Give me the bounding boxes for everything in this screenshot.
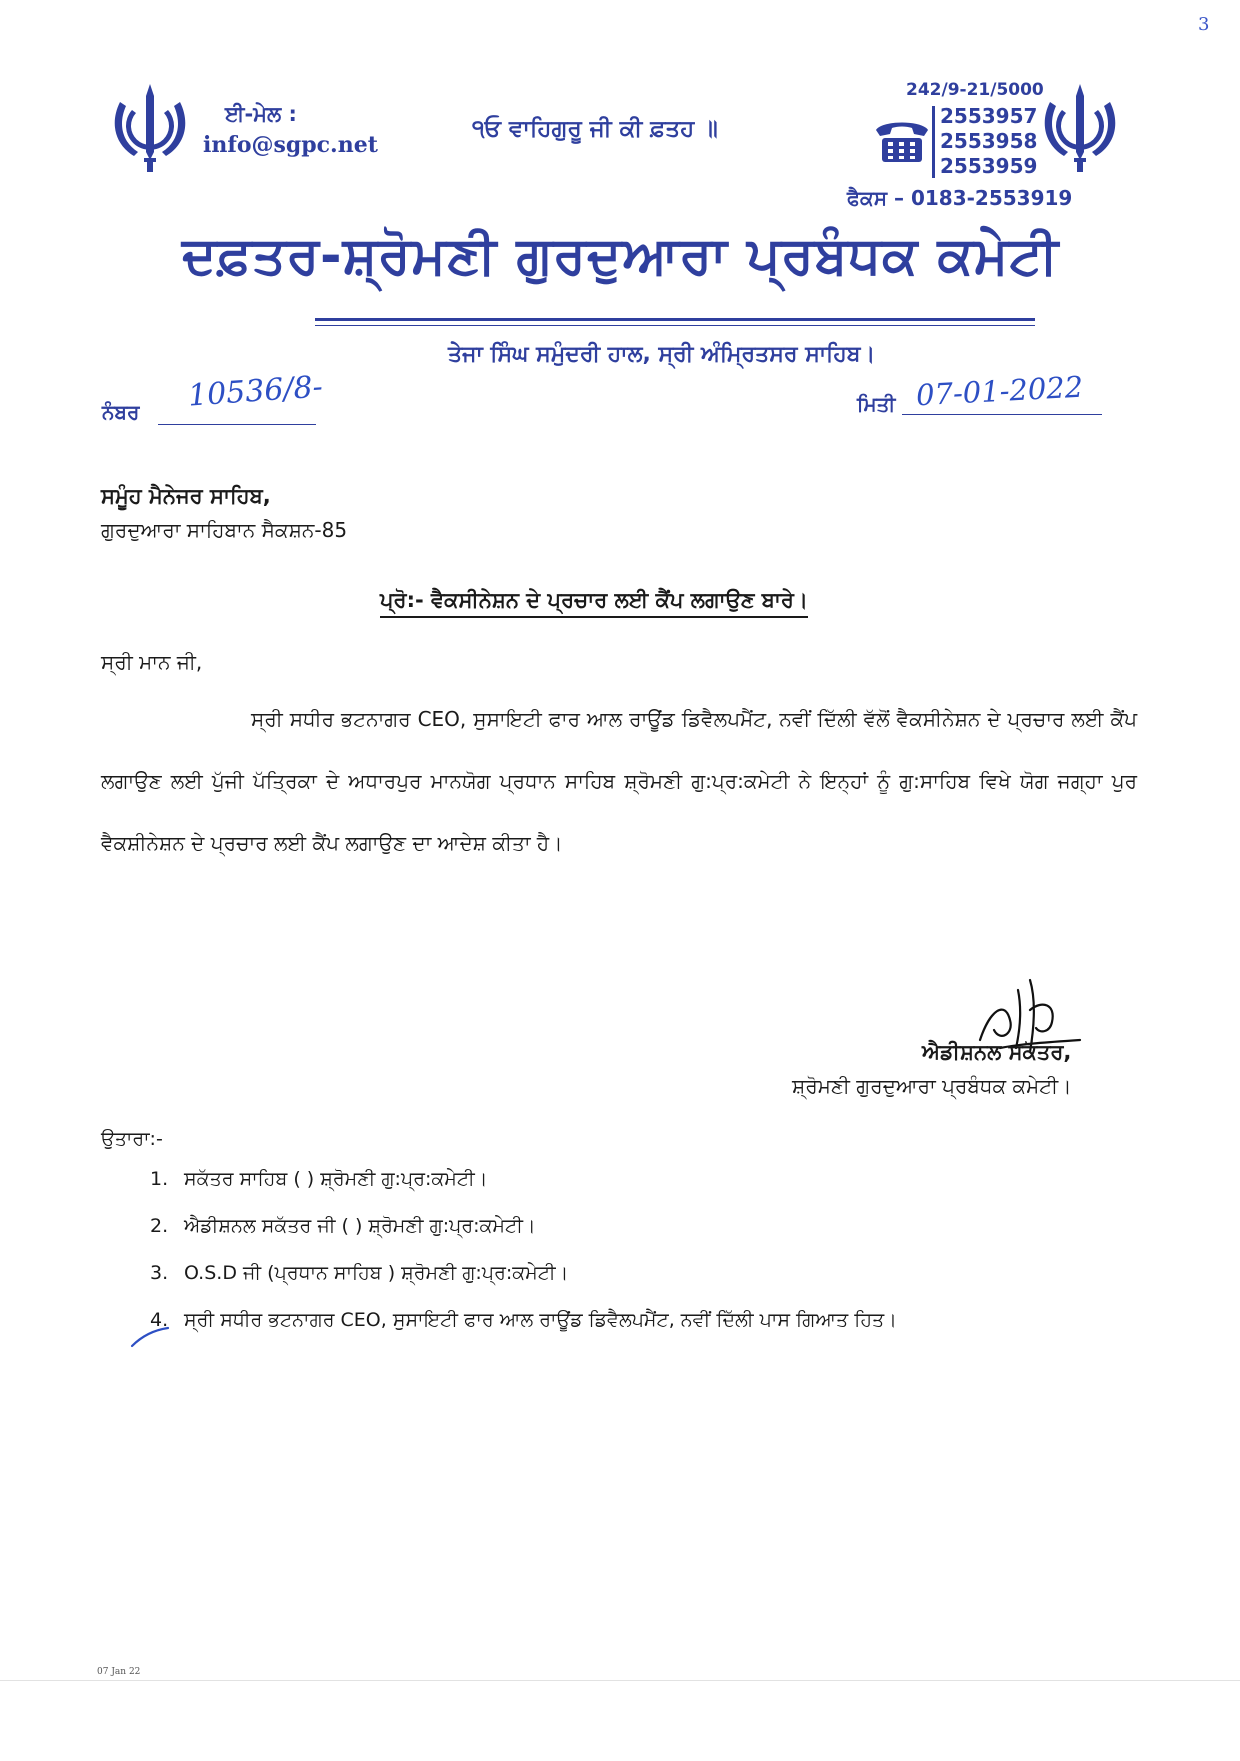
body-paragraph: ਸ੍ਰੀ ਸਧੀਰ ਭਟਨਾਗਰ CEO, ਸੁਸਾਇਟੀ ਫਾਰ ਆਲ ਰਾਊਂਡ ਡਿਵੈਲਪਮੈਂਟ, ਨਵੀਂ ਦਿੱਲੀ ਵੱਲੋਂ ਵੈਕਸੀਨੇਸ਼ਨ ਦੇ ਪ੍ਰਚਾਰ ਲਈ ਕੈਂਪ ਲਗਾਉਣ ਲਈ ਪੁੱਜੀ ਪੱਤ੍ਰਿਕਾ ਦੇ ਅਧਾਰਪੁਰ ਮਾਨਯੋਗ ਪ੍ਰਧਾਨ ਸਾਹਿਬ ਸ਼੍ਰੋਮਣੀ ਗੁ:ਪ੍ਰ:ਕਮੇਟੀ ਨੇ ਇਨ੍ਹਾਂ ਨੂੰ ਗੁ:ਸਾਹਿਬ ਵਿਖੇ ਯੋਗ ਜਗ੍ਹਾ ਪੁਰ ਵੈਕਸ਼ੀਨੇਸ਼ਨ ਦੇ ਪ੍ਰਚਾਰ ਲਈ ਕੈਂਪ ਲਗਾਉਣ ਦਾ ਆਦੇਸ਼ ਕੀਤਾ ਹੈ।: [101, 707, 1137, 855]
subject-line: ਪ੍ਰੋ:- ਵੈਕਸੀਨੇਸ਼ਨ ਦੇ ਪ੍ਰਚਾਰ ਲਈ ਕੈਂਪ ਲਗਾਉਣ ਬਾਰੇ।: [380, 588, 808, 618]
office-title: ਦਫ਼ਤਰ-ਸ਼੍ਰੋਮਣੀ ਗੁਰਦੁਆਰਾ ਪ੍ਰਬੰਧਕ ਕਮੇਟੀ: [182, 226, 1060, 286]
page-number: 3: [1198, 14, 1210, 35]
fax-number: ਫੈਕਸ – 0183-2553919: [847, 186, 1073, 210]
list-item-text: ਸ੍ਰੀ ਸਧੀਰ ਭਟਨਾਗਰ CEO, ਸੁਸਾਇਟੀ ਫਾਰ ਆਲ ਰਾਊਂਡ ਡਿਵੈਲਪਮੈਂਟ, ਨਵੀਂ ਦਿੱਲੀ ਪਾਸ ਗਿਆਤ ਹਿਤ।: [184, 1309, 897, 1331]
email-address[interactable]: info@sgpc.net: [203, 132, 378, 158]
date-label: ਮਿਤੀ: [857, 392, 896, 416]
list-item: [150, 1262, 897, 1309]
letter-number: 10536/8-: [186, 369, 324, 414]
list-item: [150, 1215, 897, 1262]
office-address: ਤੇਜਾ ਸਿੰਘ ਸਮੁੰਦਰੀ ਹਾਲ, ਸ੍ਰੀ ਅੰਮ੍ਰਿਤਸਰ ਸਾਹਿਬ।: [448, 342, 876, 367]
recipient-subtitle: ਗੁਰਦੁਆਰਾ ਸਾਹਿਬਾਨ ਸੈਕਸ਼ਨ-85: [101, 518, 348, 542]
header-rule: [315, 318, 1035, 321]
email-label: ਈ-ਮੇਲ :: [225, 102, 297, 126]
letter-date: 07-01-2022: [915, 369, 1084, 413]
telephone-icon: [872, 116, 932, 164]
recipient-title: ਸਮੂੰਹ ਮੈਨੇਜਰ ਸਾਹਿਬ,: [101, 484, 271, 508]
phone-number[interactable]: 2553958: [940, 129, 1038, 153]
list-item-number: 1.: [150, 1168, 169, 1190]
signatory-organization: ਸ਼੍ਰੋਮਣੀ ਗੁਰਦੁਆਰਾ ਪ੍ਰਬੰਧਕ ਕਮੇਟੀ।: [792, 1074, 1072, 1098]
date-underline: [902, 414, 1102, 415]
footer-stamp: 07 Jan 22: [97, 1667, 141, 1677]
phone-number[interactable]: 2553959: [940, 154, 1038, 178]
copies-list: [150, 1168, 897, 1356]
salutation: ਸ੍ਰੀ ਮਾਨ ਜੀ,: [101, 650, 203, 674]
phone-numbers: [940, 104, 1037, 179]
list-item-number: 3.: [150, 1262, 169, 1284]
list-item-text: O.S.D ਜੀ (ਪ੍ਰਧਾਨ ਸਾਹਿਬ ) ਸ਼੍ਰੋਮਣੀ ਗੁ:ਪ੍ਰ:ਕਮੇਟੀ।: [184, 1262, 569, 1284]
list-item-number: 2.: [150, 1215, 169, 1237]
list-item: [150, 1309, 897, 1356]
copies-label: ਉਤਾਰਾ:-: [101, 1128, 163, 1150]
khanda-icon: [1040, 82, 1120, 182]
list-item-text: ਸਕੱਤਰ ਸਾਹਿਬ ( ) ਸ਼੍ਰੋਮਣੀ ਗੁ:ਪ੍ਰ:ਕਮੇਟੀ।: [184, 1168, 488, 1190]
list-item: [150, 1168, 897, 1215]
number-label: ਨੰਬਰ: [102, 400, 140, 424]
phone-number[interactable]: 2553957: [940, 104, 1038, 128]
tick-mark-icon: [128, 1310, 188, 1350]
list-item-number: 4.: [150, 1309, 169, 1331]
header-rule: [315, 325, 1035, 326]
invocation: ੧ਓ ਵਾਹਿਗੁਰੂ ਜੀ ਕੀ ਫ਼ਤਹ ॥: [472, 116, 718, 142]
reference-number: 242/9-21/5000: [906, 80, 1044, 100]
footer-rule: [0, 1680, 1240, 1681]
khanda-icon: [110, 82, 190, 182]
list-item-text: ਐਡੀਸ਼ਨਲ ਸਕੱਤਰ ਜੀ ( ) ਸ਼੍ਰੋਮਣੀ ਗੁ:ਪ੍ਰ:ਕਮੇਟੀ।: [184, 1215, 536, 1237]
signatory-title: ਐਡੀਸ਼ਨਲ ਸਕੱਤਰ,: [922, 1040, 1072, 1064]
number-underline: [158, 424, 316, 425]
